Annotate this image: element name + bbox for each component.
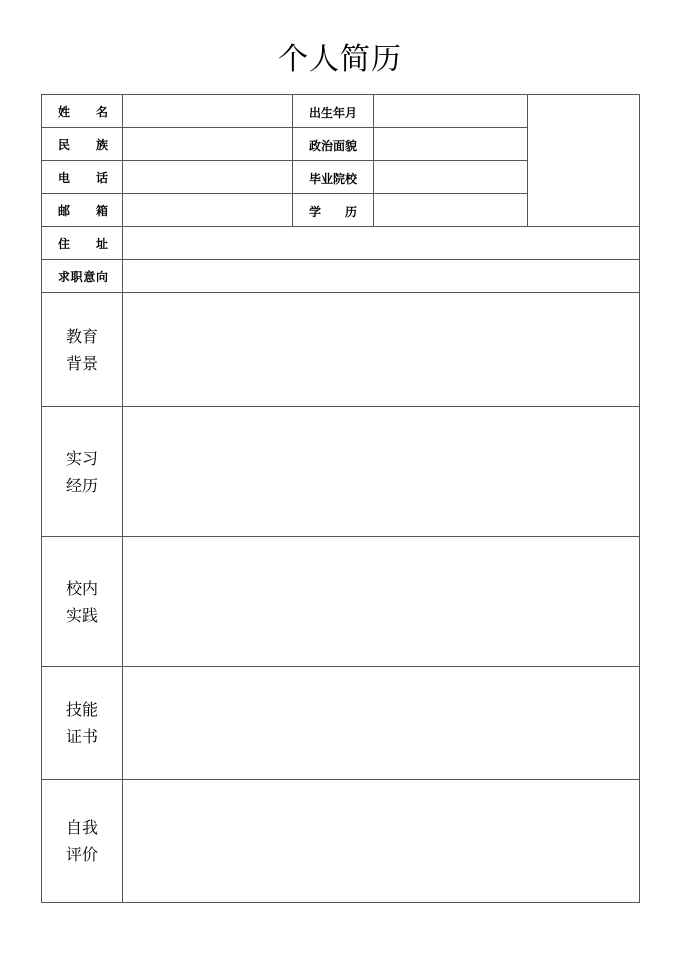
section-education-label bbox=[42, 293, 123, 407]
section-label-line1: 自我 bbox=[65, 818, 98, 837]
ethnicity-label: 民族 bbox=[42, 128, 123, 161]
birth-field[interactable] bbox=[374, 95, 528, 128]
school-field[interactable] bbox=[374, 161, 528, 194]
section-label-line2: 背景 bbox=[65, 353, 98, 373]
political-field[interactable] bbox=[374, 128, 528, 161]
phone-label: 电话 bbox=[42, 161, 123, 194]
section-label-line1: 实习 bbox=[65, 448, 98, 468]
degree-label: 学历 bbox=[309, 204, 357, 219]
email-label: 邮箱 bbox=[42, 194, 123, 227]
ethnicity-field[interactable] bbox=[123, 128, 293, 161]
section-campus-label bbox=[42, 537, 123, 667]
section-self-eval-content[interactable] bbox=[123, 780, 640, 903]
section-education-content[interactable] bbox=[123, 293, 640, 407]
objective-label: 求职意向 bbox=[42, 260, 123, 293]
political-label: 政治面貌 bbox=[309, 138, 358, 153]
degree-label-cell bbox=[293, 194, 374, 227]
photo-box[interactable] bbox=[528, 95, 640, 227]
birth-label: 出生年月 bbox=[309, 105, 358, 120]
section-label-line2: 评价 bbox=[65, 845, 98, 864]
section-label-line2: 经历 bbox=[65, 475, 98, 495]
section-label-line2: 实践 bbox=[65, 605, 98, 625]
political-label-cell bbox=[293, 128, 374, 161]
section-label-line1: 教育 bbox=[65, 326, 98, 346]
name-label: 姓名 bbox=[42, 95, 123, 128]
school-label-cell bbox=[293, 161, 374, 194]
objective-field[interactable] bbox=[123, 260, 640, 293]
resume-table bbox=[41, 94, 640, 903]
section-internship-label bbox=[42, 407, 123, 537]
birth-label-cell bbox=[293, 95, 374, 128]
section-label-line1: 技能 bbox=[65, 700, 98, 719]
section-skills-content[interactable] bbox=[123, 667, 640, 780]
section-skills-label bbox=[42, 667, 123, 780]
section-campus-content[interactable] bbox=[123, 537, 640, 667]
page-title: 个人简历 bbox=[278, 42, 402, 77]
email-field[interactable] bbox=[123, 194, 293, 227]
address-field[interactable] bbox=[123, 227, 640, 260]
section-label-line2: 证书 bbox=[65, 727, 98, 746]
section-internship-content[interactable] bbox=[123, 407, 640, 537]
section-label-line1: 校内 bbox=[65, 578, 98, 598]
phone-field[interactable] bbox=[123, 161, 293, 194]
degree-field[interactable] bbox=[374, 194, 528, 227]
name-field[interactable] bbox=[123, 95, 293, 128]
section-self-eval-label bbox=[42, 780, 123, 903]
address-label: 住址 bbox=[42, 227, 123, 260]
school-label: 毕业院校 bbox=[309, 171, 358, 186]
